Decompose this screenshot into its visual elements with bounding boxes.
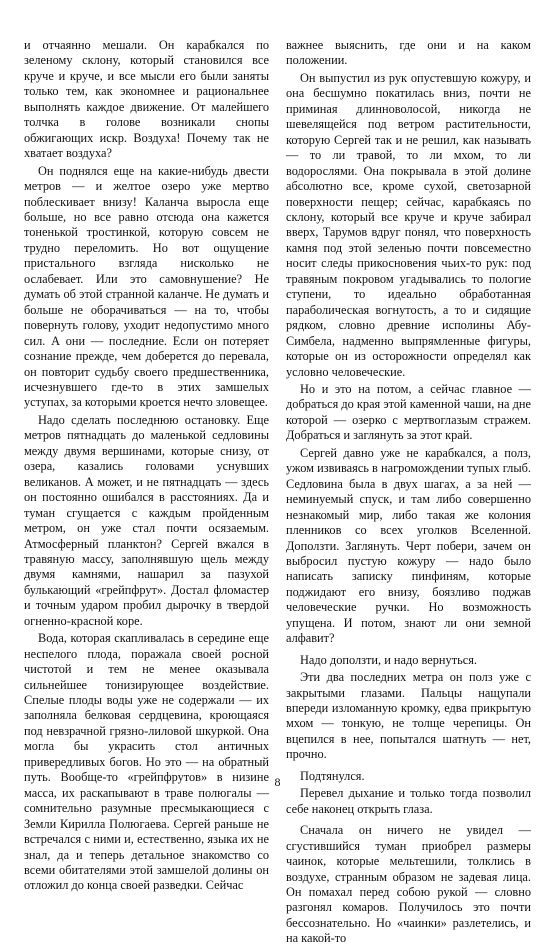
paragraph: Надо доползти, и надо вернуться. [300, 652, 477, 667]
left-column [24, 38, 269, 896]
paragraph: Перевел дыхание и только тогда позволил себе наконец открыть глаза. [286, 786, 531, 816]
paragraph: Надо сделать последнюю остановку. Еще метров пятнадцать до маленькой седловины между двумя вершинами, которые снизу, от озера, казались головами уснувших великанов. А может, и не пятнадцать — здесь он постоянно ошибался в расстояниях. Да и туман сгущается с каждым пройденным метром, он уже стал почти осязаемым. Атмосферный планктон? Сергей вжался в травяную массу, заполнявшую щель между двумя камнями, нашарил за пазухой булькающий «грейпфрут». Достал фломастер и точным ударом пробил дырочку в твердой огненно-красной коре. [24, 412, 269, 628]
paragraph: Сергей давно уже не карабкался, а полз, ужом извиваясь в нагромождении тупых глыб. Седловина была в двух шагах, а за ней — неминуемый спуск, и там либо совершенно незнакомый мир, либо такая же колония пленников со всех уголков Вселенной. Доползти. Заглянуть. Черт побери, зачем он выбросил пустую кожуру — надо было написать записку пинфиням, которые поджидают его внизу, боязливо поджав человеческие ручки. Но возможность упущена. И потом, знают ли они земной алфавит? [286, 445, 531, 646]
right-column [286, 38, 531, 949]
paragraph: важнее выяснить, где они и на каком положении. [286, 38, 531, 68]
page-number: 8 [274, 775, 281, 789]
paragraph: Но и это на потом, а сейчас главное — добраться до края этой каменной чаши, на дне которой — озерко с мертвоглазым стражем. Добраться и заглянуть за этот край. [286, 381, 531, 443]
paragraph: Подтянулся. [300, 768, 365, 783]
paragraph: Он выпустил из рук опустевшую кожуру, и она бесшумно покатилась вниз, почти не приминая длинноволосой, никогда не шевелящейся под ветром растительности, которую Сергей так и не решил, как называть — то ли травой, то ли мхом, то ли водорослями. Она покрывала в этой долине абсолютно все, кроме сухой, светозарной поверхности пещер; сейчас, карабкаясь по склону, который все круче и круче забирал вверх, Тарумов вдруг понял, что поверхность камня под этой зеленью почти повсеместно носит следы прикосновения чьих-то рук: под травяным покровом угадывались то пологие ступени, то идеально обработанная параболическая вогнутость, а то и сидящие рядком, словно древние исполины Абу-Симбела, надменно выпрямленные фигуры, которые он из осторожности определял как условно человеческие. [286, 70, 531, 379]
paragraph: Эти два последних метра он полз уже с закрытыми глазами. Пальцы нащупали впереди изломанную кромку, едва прикрытую мхом — тонкую, не толще черепицы. Он вцепился в нее, попытался шатнуть — нет, прочно. [286, 670, 531, 762]
paragraph: Вода, которая скапливалась в середине еще неспелого плода, поражала своей росной чистотой и тем не менее оказывала сильнейшее тонизирующее воздействие. Спелые плоды воды уже не содержали — их заполняла белковая сердцевина, кроющаяся под невзрачной грязно-лиловой шкуркой. Она могла бы украсить стол античных привередливых богов. Но это — на обратный путь. Вообще-то «грейпфрутов» в низине масса, их раскапывают в траве полюгалы — сомнительно разумные пресмыкающиеся с Земли Кирилла Полюгаева. Сергей раньше не встречался с ними и, естественно, языка их не знал, да и теперь детальное знакомство со всеми обитателями этой замшелой долины он отложил до конца своей разведки. Сейчас [24, 631, 269, 893]
paragraph: Сначала он ничего не увидел — сгустившийся туман приобрел размеры чаинок, которые мельтешили, толклись в воздухе, странным образом не задевая лица. Он помахал перед собою рукой — словно разгонял комаров. Получилось это почти бессознательно. Но «чаинки» разлетелись, и на какой-то [286, 823, 531, 946]
paragraph: и отчаянно мешали. Он карабкался по зеленому склону, который становился все круче и круче, и все мысли его были заняты только тем, как экономнее и рациональнее выполнять каждое движение. От малейшего толчка в голове возникали снопы обжигающих искр. Воздуха! Почему так не хватает воздуха? [24, 38, 269, 161]
paragraph: Он поднялся еще на какие-нибудь двести метров — и желтое озеро уже мертво поблескивает внизу! Каланча выросла еще больше, но все равно отсюда она кажется тоненькой тростинкой, которую совсем не трудно переломить. Но вот ощущение пристального взгляда нисколько не ослабевает. Или это самовнушение? Не думать об этой странной каланче. Не думать и больше не оборачиваться — на то, чтобы повернуть голову, уходит недопустимо много сил. А они — последние. Если он потеряет сознание прежде, чем доберется до перевала, он повторит судьбу своего предшественника, исчезнувшего где-то в этих замшелых уступах, за которыми кроется нечто зловещее. [24, 163, 269, 410]
